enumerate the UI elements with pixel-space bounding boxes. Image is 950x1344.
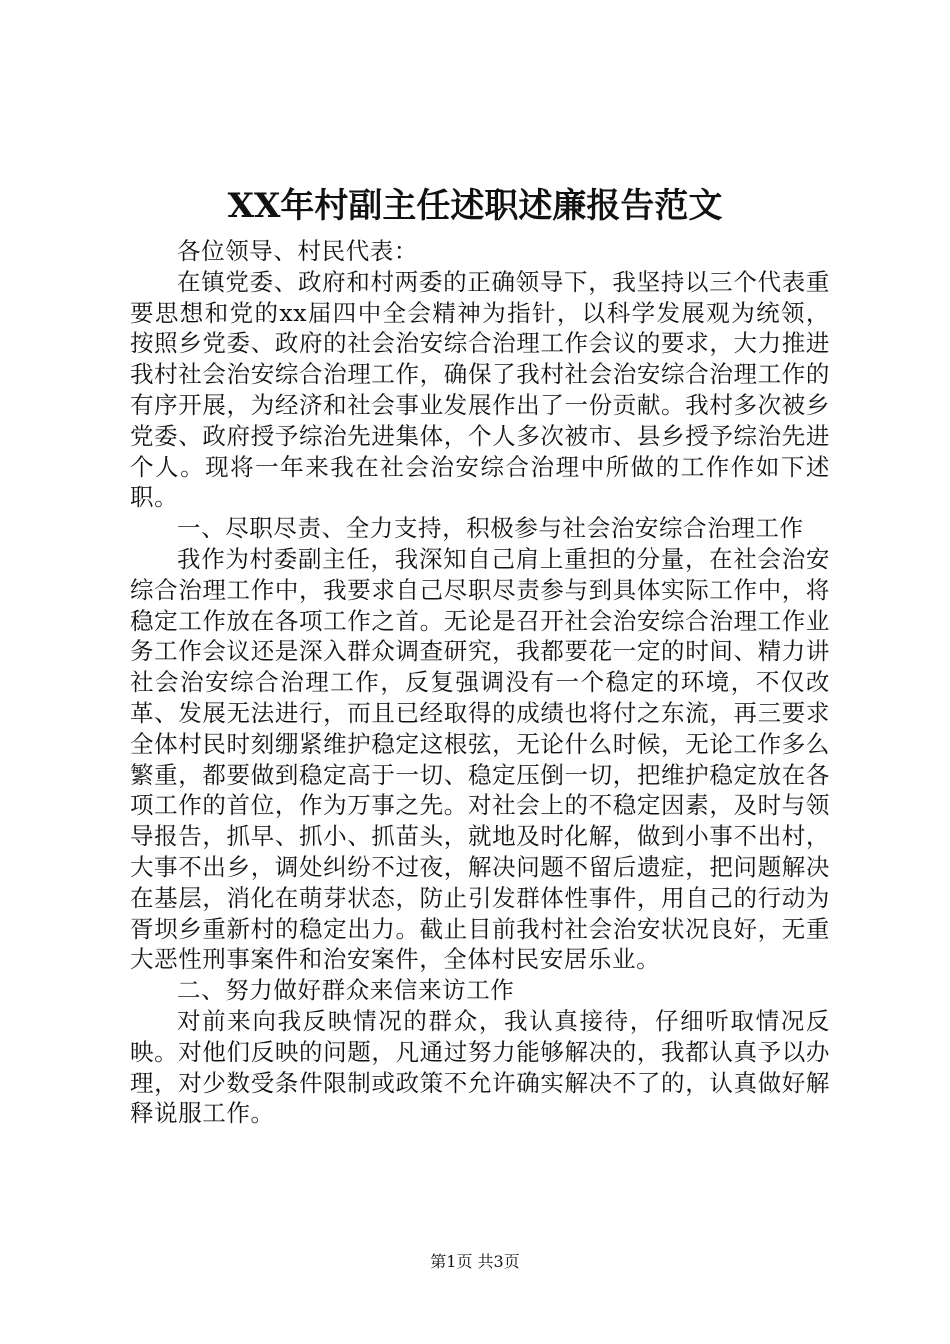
paragraph-intro: 在镇党委、政府和村两委的正确领导下，我坚持以三个代表重要思想和党的xx届四中全会精神为指针，以科学发展观为统领，按照乡党委、政府的社会治安综合治理工作会议的要求，大力推进我村社会治安综合治理工作，确保了我村社会治安综合治理工作的有序开展，为经济和社会事业发展作出了一份贡献。我村多次被乡党委、政府授予综治先进集体，个人多次被市、县乡授予综治先进个人。现将一年来我在社会治安综合治理中所做的工作作如下述职。 xyxy=(130,267,830,512)
document-title: XX年村副主任述职述廉报告范文 xyxy=(227,186,723,226)
section-heading-1: 一、尽职尽责、全力支持，积极参与社会治安综合治理工作 xyxy=(177,514,804,543)
document-body xyxy=(130,236,830,1129)
paragraph-section-1: 我作为村委副主任，我深知自己肩上重担的分量，在社会治安综合治理工作中，我要求自己尽职尽责参与到具体实际工作中，将稳定工作放在各项工作之首。无论是召开社会治安综合治理工作业务工作会议还是深入群众调查研究，我都要花一定的时间、精力讲社会治安综合治理工作，反复强调没有一个稳定的环境，不仅改革、发展无法进行，而且已经取得的成绩也将付之东流，再三要求全体村民时刻绷紧维护稳定这根弦，无论什么时候，无论工作多么繁重，都要做到稳定高于一切、稳定压倒一切，把维护稳定放在各项工作的首位，作为万事之先。对社会上的不稳定因素，及时与领导报告，抓早、抓小、抓苗头，就地及时化解，做到小事不出村，大事不出乡，调处纠纷不过夜，解决问题不留后遗症，把问题解决在基层，消化在萌芽状态，防止引发群体性事件，用自己的行动为胥坝乡重新村的稳定出力。截止目前我村社会治安状况良好，无重大恶性刑事案件和治安案件，全体村民安居乐业。 xyxy=(130,544,830,974)
greeting: 各位领导、村民代表： xyxy=(177,237,418,265)
page-number-footer: 第1页 共3页 xyxy=(430,1252,520,1271)
section-heading-2: 二、努力做好群众来信来访工作 xyxy=(177,976,515,1005)
paragraph-section-2: 对前来向我反映情况的群众，我认真接待，仔细听取情况反映。对他们反映的问题，凡通过努力能够解决的，我都认真予以办理，对少数受条件限制或政策不允许确实解决不了的，认真做好解释说服工作。 xyxy=(130,1006,830,1128)
